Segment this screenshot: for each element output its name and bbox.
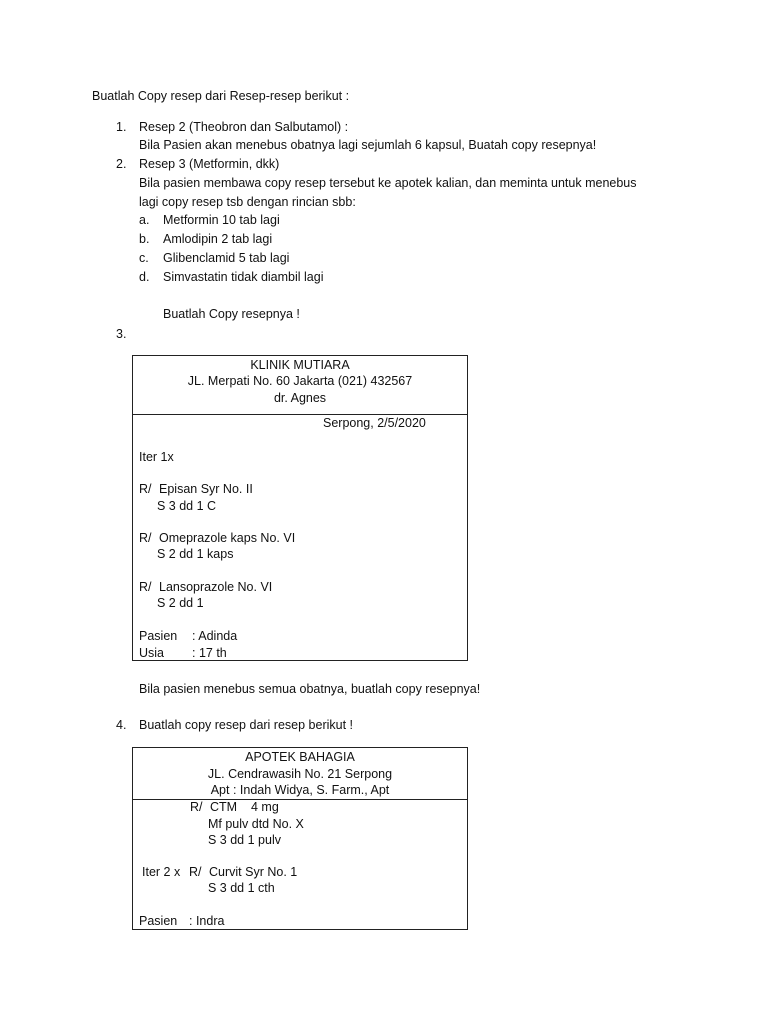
patient-value: : Adinda xyxy=(192,629,238,643)
item-1-number: 1. xyxy=(116,120,127,134)
recipe-symbol: R/ xyxy=(139,531,152,545)
iter-label: Iter 1x xyxy=(139,450,174,464)
item-1-body: Bila Pasien akan menebus obatnya lagi sejumlah 6 kapsul, Buatah copy resepnya! xyxy=(139,138,597,152)
recipe-symbol: R/ xyxy=(139,580,152,594)
subitem-text: Glibenclamid 5 tab lagi xyxy=(163,251,290,265)
item-2-body-line2: lagi copy resep tsb dengan rincian sbb: xyxy=(139,195,356,209)
prescription-header-divider xyxy=(132,414,468,415)
recipe-drug: Lansoprazole No. VI xyxy=(159,580,273,594)
clinic-name: KLINIK MUTIARA xyxy=(250,358,350,372)
item-4-number: 4. xyxy=(116,718,127,732)
place-date: Serpong, 2/5/2020 xyxy=(323,416,426,430)
recipe-drug: Omeprazole kaps No. VI xyxy=(159,531,296,545)
pharmacy-address: JL. Cendrawasih No. 21 Serpong xyxy=(207,767,393,781)
patient-value: : Indra xyxy=(189,914,225,928)
recipe-signa: S 2 dd 1 xyxy=(157,596,204,610)
recipe-signa: S 3 dd 1 cth xyxy=(208,881,275,895)
age-label: Usia xyxy=(139,646,165,660)
subitem-letter: a. xyxy=(139,213,150,227)
recipe-symbol: R/ xyxy=(190,800,203,814)
prescription-header-divider xyxy=(132,799,468,800)
item-2-number: 2. xyxy=(116,157,127,171)
item-2-title: Resep 3 (Metformin, dkk) xyxy=(139,157,280,171)
recipe-dose: 4 mg xyxy=(251,800,279,814)
recipe-drug: Episan Syr No. II xyxy=(159,482,253,496)
age-value: : 17 th xyxy=(192,646,227,660)
intro-text: Buatlah Copy resep dari Resep-resep berikut : xyxy=(92,89,350,103)
subitem-letter: b. xyxy=(139,232,150,246)
item-4-title: Buatlah copy resep dari resep berikut ! xyxy=(139,718,354,732)
item-3-instruction: Bila pasien menebus semua obatnya, buatlah copy resepnya! xyxy=(139,682,481,696)
pharmacy-apt: Apt : Indah Widya, S. Farm., Apt xyxy=(210,783,390,797)
recipe-drug: CTM xyxy=(210,800,238,814)
subitem-letter: d. xyxy=(139,270,150,284)
item-1-title: Resep 2 (Theobron dan Salbutamol) : xyxy=(139,120,349,134)
iter-label: Iter 2 x xyxy=(142,865,181,879)
recipe-signa: S 3 dd 1 pulv xyxy=(208,833,281,847)
clinic-doctor: dr. Agnes xyxy=(273,391,327,405)
patient-label: Pasien xyxy=(139,629,178,643)
recipe-signa: S 2 dd 1 kaps xyxy=(157,547,234,561)
subitem-letter: c. xyxy=(139,251,149,265)
item-2-closing: Buatlah Copy resepnya ! xyxy=(163,307,300,321)
subitem-text: Amlodipin 2 tab lagi xyxy=(163,232,273,246)
subitem-text: Simvastatin tidak diambil lagi xyxy=(163,270,324,284)
item-2-body-line1: Bila pasien membawa copy resep tersebut ke apotek kalian, dan meminta untuk menebus xyxy=(139,176,637,190)
item-3-number: 3. xyxy=(116,327,127,341)
patient-label: Pasien xyxy=(139,914,178,928)
recipe-symbol: R/ xyxy=(139,482,152,496)
recipe-mf-line: Mf pulv dtd No. X xyxy=(208,817,304,831)
recipe-symbol: R/ xyxy=(189,865,202,879)
recipe-drug: Curvit Syr No. 1 xyxy=(209,865,298,879)
pharmacy-name: APOTEK BAHAGIA xyxy=(245,750,355,764)
recipe-signa: S 3 dd 1 C xyxy=(157,499,217,513)
subitem-text: Metformin 10 tab lagi xyxy=(163,213,280,227)
clinic-address: JL. Merpati No. 60 Jakarta (021) 432567 xyxy=(187,374,413,388)
